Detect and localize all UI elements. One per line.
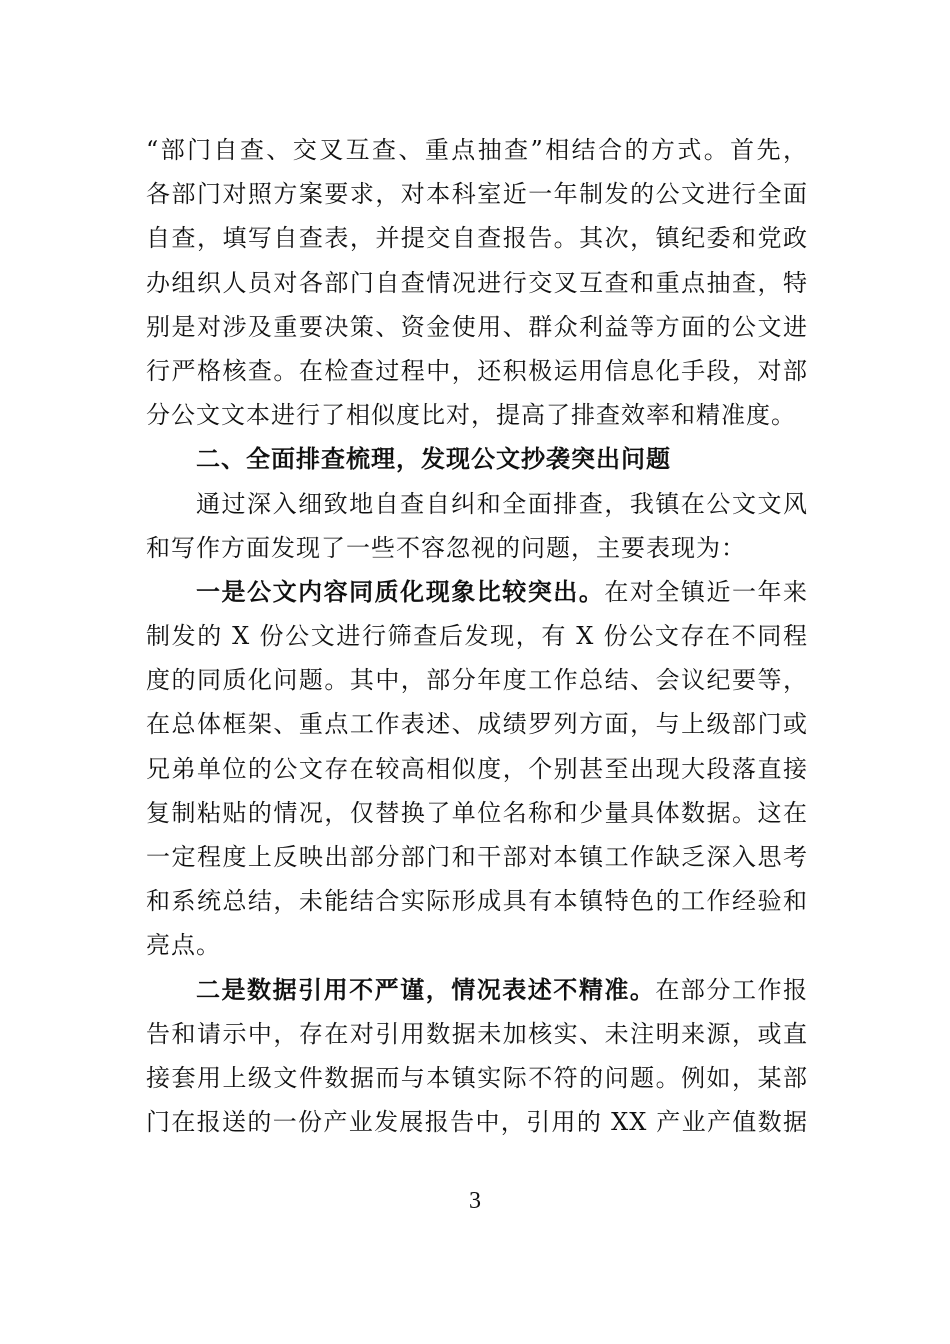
bold-lead: 一是公文内容同质化现象比较突出。	[196, 577, 605, 606]
line-text: 和写作方面发现了一些不容忽视的问题，主要表现为：	[146, 533, 746, 562]
line-text: 办组织人员对各部门自查情况进行交叉互查和重点抽查，特	[146, 268, 808, 297]
text-line	[146, 1100, 808, 1144]
page-number: 3	[469, 1188, 481, 1214]
line-text: 自查，填写自查表，并提交自查报告。其次，镇纪委和党政	[146, 224, 808, 253]
line-text: 在对全镇近一年来	[604, 577, 809, 606]
line-text: 别是对涉及重要决策、资金使用、群众利益等方面的公文进	[146, 312, 808, 341]
text-line	[146, 305, 808, 349]
line-text: 在总体框架、重点工作表述、成绩罗列方面，与上级部门或	[146, 710, 808, 739]
text-line	[146, 879, 808, 923]
text-line	[146, 172, 808, 216]
text-line	[146, 702, 808, 746]
text-line	[146, 658, 808, 702]
section-heading	[146, 437, 808, 481]
document-body	[146, 128, 808, 1144]
text-line	[146, 261, 808, 305]
text-line	[146, 1056, 808, 1100]
text-line	[146, 570, 808, 614]
line-text: 告和请示中，存在对引用数据未加核实、未注明来源，或直	[146, 1019, 808, 1048]
line-text: 行严格核查。在检查过程中，还积极运用信息化手段，对部	[146, 356, 808, 385]
line-text: 通过深入细致地自查自纠和全面排查，我镇在公文文风	[196, 489, 808, 518]
line-text: 接套用上级文件数据而与本镇实际不符的问题。例如，某部	[146, 1063, 808, 1092]
bold-lead: 二、全面排查梳理，发现公文抄袭突出问题	[196, 445, 671, 474]
line-text: “部门自查、交叉互查、重点抽查”相结合的方式。首先，	[146, 136, 808, 164]
line-text: 门在报送的一份产业发展报告中，引用的 XX 产业产值数据	[146, 1108, 808, 1137]
text-line	[146, 393, 808, 437]
text-line	[146, 349, 808, 393]
text-line	[146, 968, 808, 1012]
text-line	[146, 791, 808, 835]
text-line	[146, 216, 808, 260]
text-line	[146, 482, 808, 526]
bold-lead: 二是数据引用不严谨，情况表述不精准。	[196, 975, 656, 1004]
line-text: 一定程度上反映出部分部门和干部对本镇工作缺乏深入思考	[146, 843, 808, 871]
text-line	[146, 747, 808, 791]
text-line	[146, 1012, 808, 1056]
line-text: 制发的 X 份公文进行筛查后发现，有 X 份公文存在不同程	[146, 622, 808, 651]
line-text: 亮点。	[146, 931, 221, 960]
text-line	[146, 614, 808, 658]
text-line	[146, 923, 808, 967]
text-line	[146, 835, 808, 879]
line-text: 兄弟单位的公文存在较高相似度，个别甚至出现大段落直接	[146, 754, 808, 783]
line-text: 复制粘贴的情况，仅替换了单位名称和少量具体数据。这在	[146, 798, 808, 827]
text-line	[146, 526, 808, 570]
line-text: 在部分工作报	[655, 975, 808, 1004]
text-line	[146, 128, 808, 172]
line-text: 分公文文本进行了相似度比对，提高了排查效率和精准度。	[146, 401, 796, 430]
line-text: 各部门对照方案要求，对本科室近一年制发的公文进行全面	[146, 180, 808, 209]
line-text: 和系统总结，未能结合实际形成具有本镇特色的工作经验和	[146, 887, 808, 916]
line-text: 度的同质化问题。其中，部分年度工作总结、会议纪要等，	[146, 666, 808, 695]
